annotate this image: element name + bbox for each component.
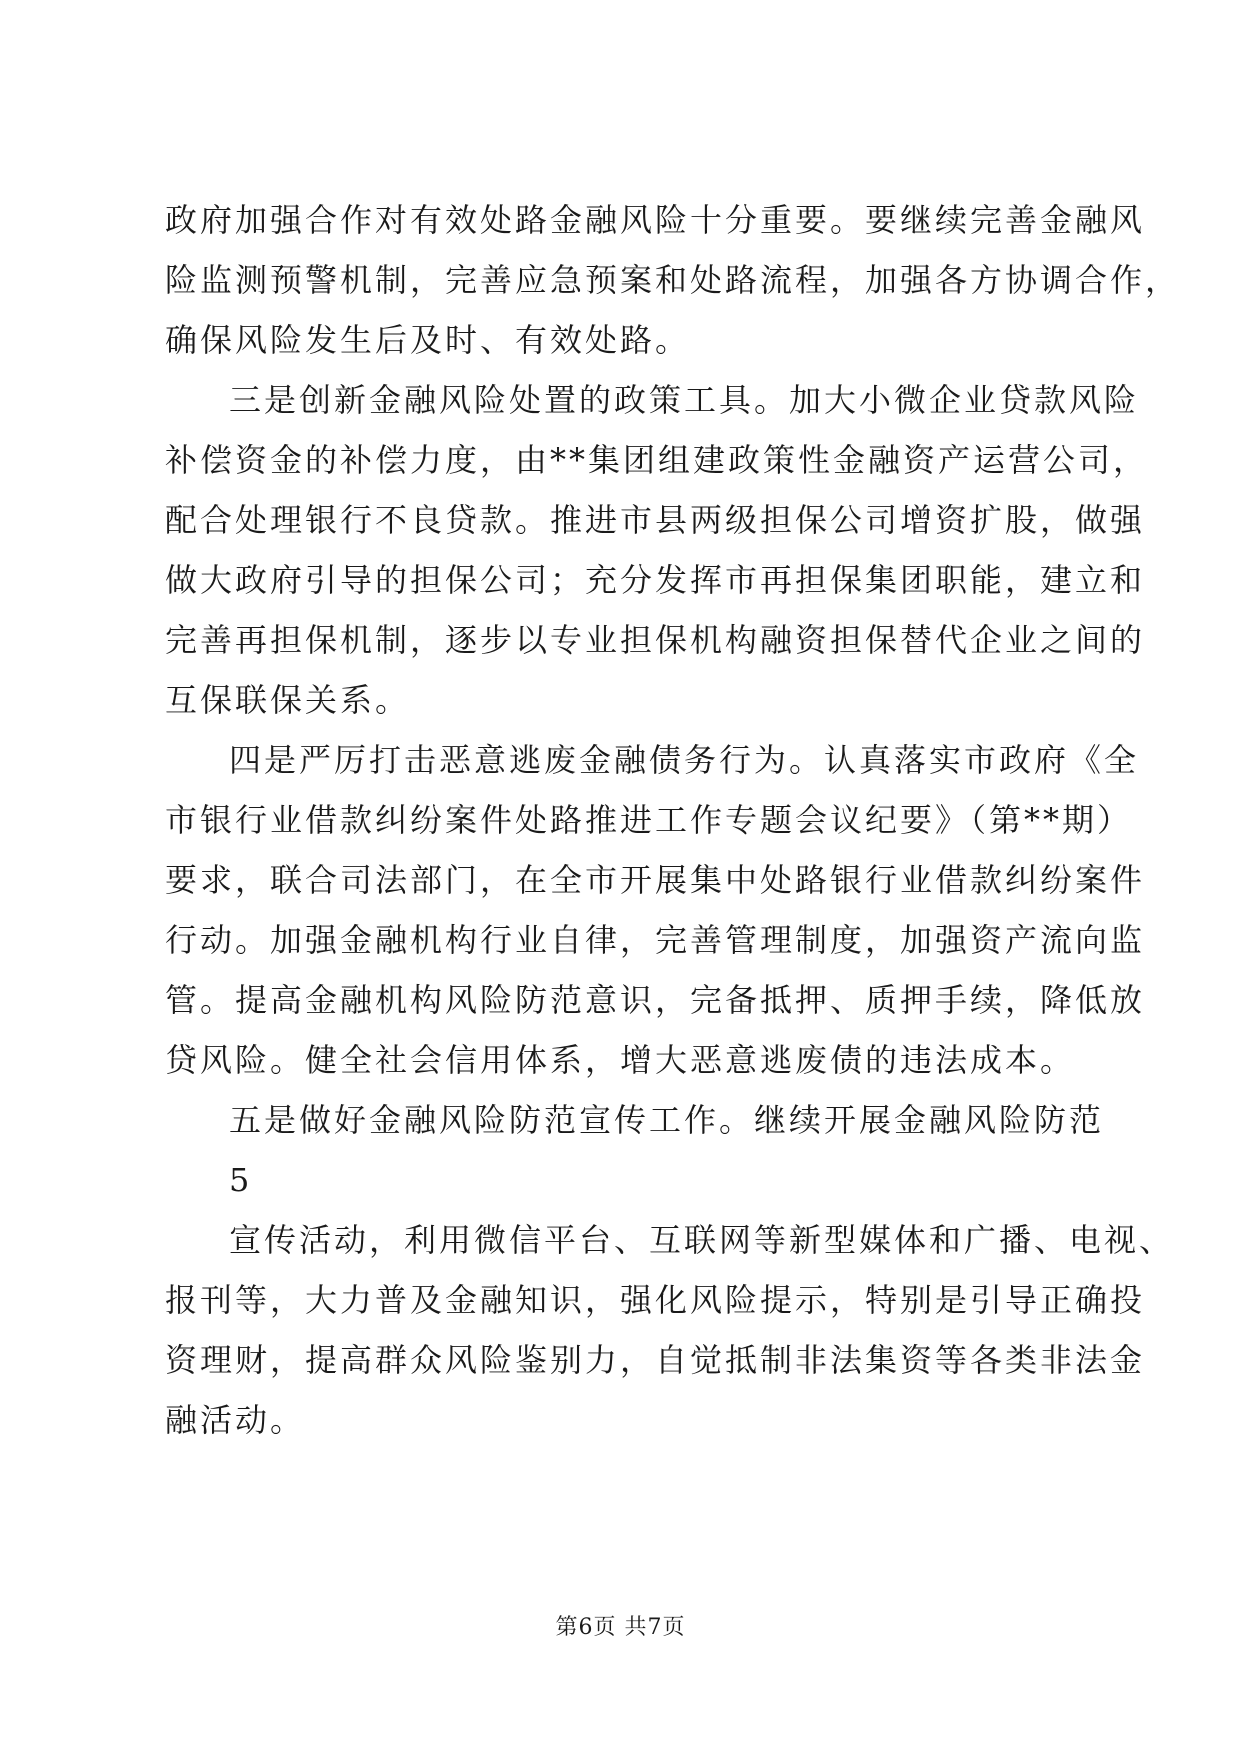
text-line: 资理财，提高群众风险鉴别力，自觉抵制非法集资等各类非法金 bbox=[165, 1341, 1146, 1379]
page-footer: 第6页 共7页 bbox=[555, 1615, 686, 1640]
paragraph-start-line: 三是创新金融风险处置的政策工具。加大小微企业贷款风险 bbox=[229, 381, 1140, 419]
inline-page-number: 5 bbox=[229, 1161, 250, 1199]
text-line: 做大政府引导的担保公司；充分发挥市再担保集团职能，建立和 bbox=[165, 561, 1146, 599]
text-line: 管。提高金融机构风险防范意识，完备抵押、质押手续，降低放 bbox=[165, 981, 1146, 1019]
text-line: 市银行业借款纠纷案件处路推进工作专题会议纪要》（第**期） bbox=[165, 801, 1133, 839]
paragraph-continuation-line: 宣传活动，利用微信平台、互联网等新型媒体和广播、电视、 bbox=[229, 1221, 1175, 1259]
text-line: 融活动。 bbox=[165, 1401, 306, 1439]
text-line: 完善再担保机制，逐步以专业担保机构融资担保替代企业之间的 bbox=[165, 621, 1146, 659]
paragraph-start-line: 五是做好金融风险防范宣传工作。继续开展金融风险防范 bbox=[229, 1101, 1105, 1139]
body-text bbox=[165, 200, 1181, 1460]
text-line: 险监测预警机制，完善应急预案和处路流程，加强各方协调合作， bbox=[165, 261, 1181, 299]
paragraph-start-line: 四是严厉打击恶意逃废金融债务行为。认真落实市政府《全 bbox=[229, 741, 1140, 779]
text-line: 贷风险。健全社会信用体系，增大恶意逃废债的违法成本。 bbox=[165, 1041, 1076, 1079]
text-line: 确保风险发生后及时、有效处路。 bbox=[165, 321, 691, 359]
text-line: 政府加强合作对有效处路金融风险十分重要。要继续完善金融风 bbox=[165, 201, 1146, 239]
text-line: 补偿资金的补偿力度，由**集团组建政策性金融资产运营公司， bbox=[165, 441, 1149, 479]
text-line: 要求，联合司法部门，在全市开展集中处路银行业借款纠纷案件 bbox=[165, 861, 1146, 899]
text-line: 配合处理银行不良贷款。推进市县两级担保公司增资扩股，做强 bbox=[165, 501, 1146, 539]
text-line: 报刊等，大力普及金融知识，强化风险提示，特别是引导正确投 bbox=[165, 1281, 1146, 1319]
text-line: 行动。加强金融机构行业自律，完善管理制度，加强资产流向监 bbox=[165, 921, 1146, 959]
text-line: 互保联保关系。 bbox=[165, 681, 411, 719]
